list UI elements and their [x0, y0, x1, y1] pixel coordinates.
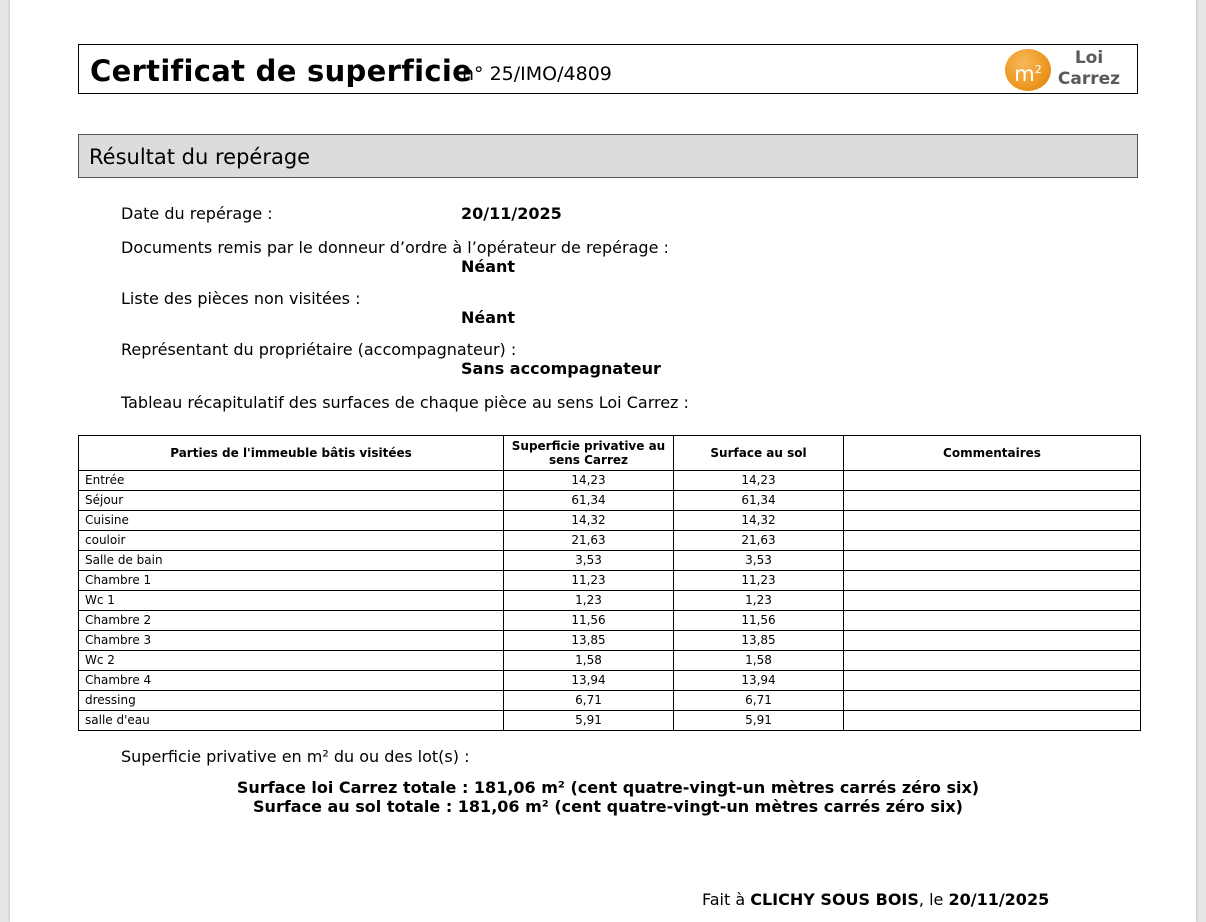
table-row [79, 711, 1141, 731]
cell-floor-surface: 1,58 [674, 651, 844, 671]
representative-label: Représentant du propriétaire (accompagnateur) : [121, 340, 517, 359]
cell-carrez: 11,23 [504, 571, 674, 591]
cell-comment [844, 551, 1141, 571]
cell-room: Wc 2 [79, 651, 504, 671]
section-header [78, 134, 1138, 178]
surfaces-table [78, 435, 1141, 731]
cell-carrez: 3,53 [504, 551, 674, 571]
cell-comment [844, 631, 1141, 651]
header-floor-surface: Surface au sol [674, 436, 844, 471]
date-label: Date du repérage : [121, 204, 273, 223]
cell-carrez: 13,94 [504, 671, 674, 691]
header-carrez: Superficie privative au sens Carrez [504, 436, 674, 471]
documents-value: Néant [461, 257, 516, 276]
documents-label: Documents remis par le donneur d’ordre à l’opérateur de repérage : [121, 238, 669, 257]
cell-carrez: 13,85 [504, 631, 674, 651]
cell-comment [844, 471, 1141, 491]
cell-comment [844, 591, 1141, 611]
header-comments: Commentaires [844, 436, 1141, 471]
table-row [79, 611, 1141, 631]
loi-carrez-logo-text [1054, 48, 1124, 90]
m2-logo-icon [1005, 49, 1051, 91]
certificate-title: Certificat de superficie [90, 54, 473, 88]
cell-comment [844, 651, 1141, 671]
table-header-row [79, 436, 1141, 471]
cell-comment [844, 571, 1141, 591]
summary-label: Superficie privative en m² du ou des lot(s) : [121, 747, 470, 766]
cell-floor-surface: 1,23 [674, 591, 844, 611]
cell-floor-surface: 14,23 [674, 471, 844, 491]
cell-room: Chambre 4 [79, 671, 504, 691]
cell-carrez: 1,58 [504, 651, 674, 671]
cell-carrez: 11,56 [504, 611, 674, 631]
cell-room: Chambre 1 [79, 571, 504, 591]
certificate-header [78, 44, 1138, 94]
cell-floor-surface: 11,23 [674, 571, 844, 591]
table-body [79, 471, 1141, 731]
unvisited-rooms-value: Néant [461, 308, 516, 327]
cell-room: dressing [79, 691, 504, 711]
cell-room: salle d'eau [79, 711, 504, 731]
cell-comment [844, 611, 1141, 631]
cell-comment [844, 531, 1141, 551]
cell-floor-surface: 13,94 [674, 671, 844, 691]
fait-date: 20/11/2025 [948, 890, 1050, 909]
header-room: Parties de l'immeuble bâtis visitées [79, 436, 504, 471]
table-row [79, 491, 1141, 511]
cell-room: Chambre 2 [79, 611, 504, 631]
logo-line-2: Carrez [1057, 69, 1121, 89]
cell-comment [844, 691, 1141, 711]
signature-place-date [702, 890, 1049, 909]
logo-line-1: Loi [1074, 48, 1104, 68]
cell-carrez: 1,23 [504, 591, 674, 611]
cell-room: Entrée [79, 471, 504, 491]
certificate-number: n° 25/IMO/4809 [462, 63, 612, 85]
cell-comment [844, 511, 1141, 531]
fait-prefix: Fait à [702, 890, 751, 909]
cell-carrez: 14,32 [504, 511, 674, 531]
cell-room: Chambre 3 [79, 631, 504, 651]
cell-comment [844, 671, 1141, 691]
table-row [79, 671, 1141, 691]
cell-carrez: 6,71 [504, 691, 674, 711]
cell-carrez: 14,23 [504, 471, 674, 491]
cell-floor-surface: 61,34 [674, 491, 844, 511]
cell-carrez: 21,63 [504, 531, 674, 551]
total-carrez: Surface loi Carrez totale : 181,06 m² (cent quatre-vingt-un mètres carrés zéro six) [236, 778, 980, 797]
table-row [79, 471, 1141, 491]
section-title: Résultat du repérage [89, 145, 311, 169]
cell-comment [844, 711, 1141, 731]
table-row [79, 531, 1141, 551]
total-floor-surface: Surface au sol totale : 181,06 m² (cent quatre-vingt-un mètres carrés zéro six) [253, 797, 963, 816]
cell-room: Séjour [79, 491, 504, 511]
cell-floor-surface: 11,56 [674, 611, 844, 631]
unvisited-rooms-label: Liste des pièces non visitées : [121, 289, 361, 308]
table-row [79, 551, 1141, 571]
table-row [79, 511, 1141, 531]
table-row [79, 691, 1141, 711]
cell-room: Salle de bain [79, 551, 504, 571]
cell-floor-surface: 14,32 [674, 511, 844, 531]
cell-room: couloir [79, 531, 504, 551]
cell-room: Cuisine [79, 511, 504, 531]
representative-value: Sans accompagnateur [461, 359, 661, 378]
cell-carrez: 61,34 [504, 491, 674, 511]
fait-middle: , le [918, 890, 949, 909]
cell-floor-surface: 5,91 [674, 711, 844, 731]
table-row [79, 651, 1141, 671]
cell-carrez: 5,91 [504, 711, 674, 731]
cell-comment [844, 491, 1141, 511]
cell-floor-surface: 3,53 [674, 551, 844, 571]
date-value: 20/11/2025 [461, 204, 562, 223]
table-row [79, 591, 1141, 611]
cell-floor-surface: 21,63 [674, 531, 844, 551]
logo-superscript: 2 [1034, 63, 1042, 76]
cell-floor-surface: 6,71 [674, 691, 844, 711]
logo-m: m [1014, 62, 1035, 86]
table-intro: Tableau récapitulatif des surfaces de chaque pièce au sens Loi Carrez : [121, 393, 689, 412]
table-row [79, 631, 1141, 651]
document-page [10, 0, 1196, 922]
fait-city: CLICHY SOUS BOIS [750, 890, 919, 909]
cell-floor-surface: 13,85 [674, 631, 844, 651]
table-row [79, 571, 1141, 591]
cell-room: Wc 1 [79, 591, 504, 611]
